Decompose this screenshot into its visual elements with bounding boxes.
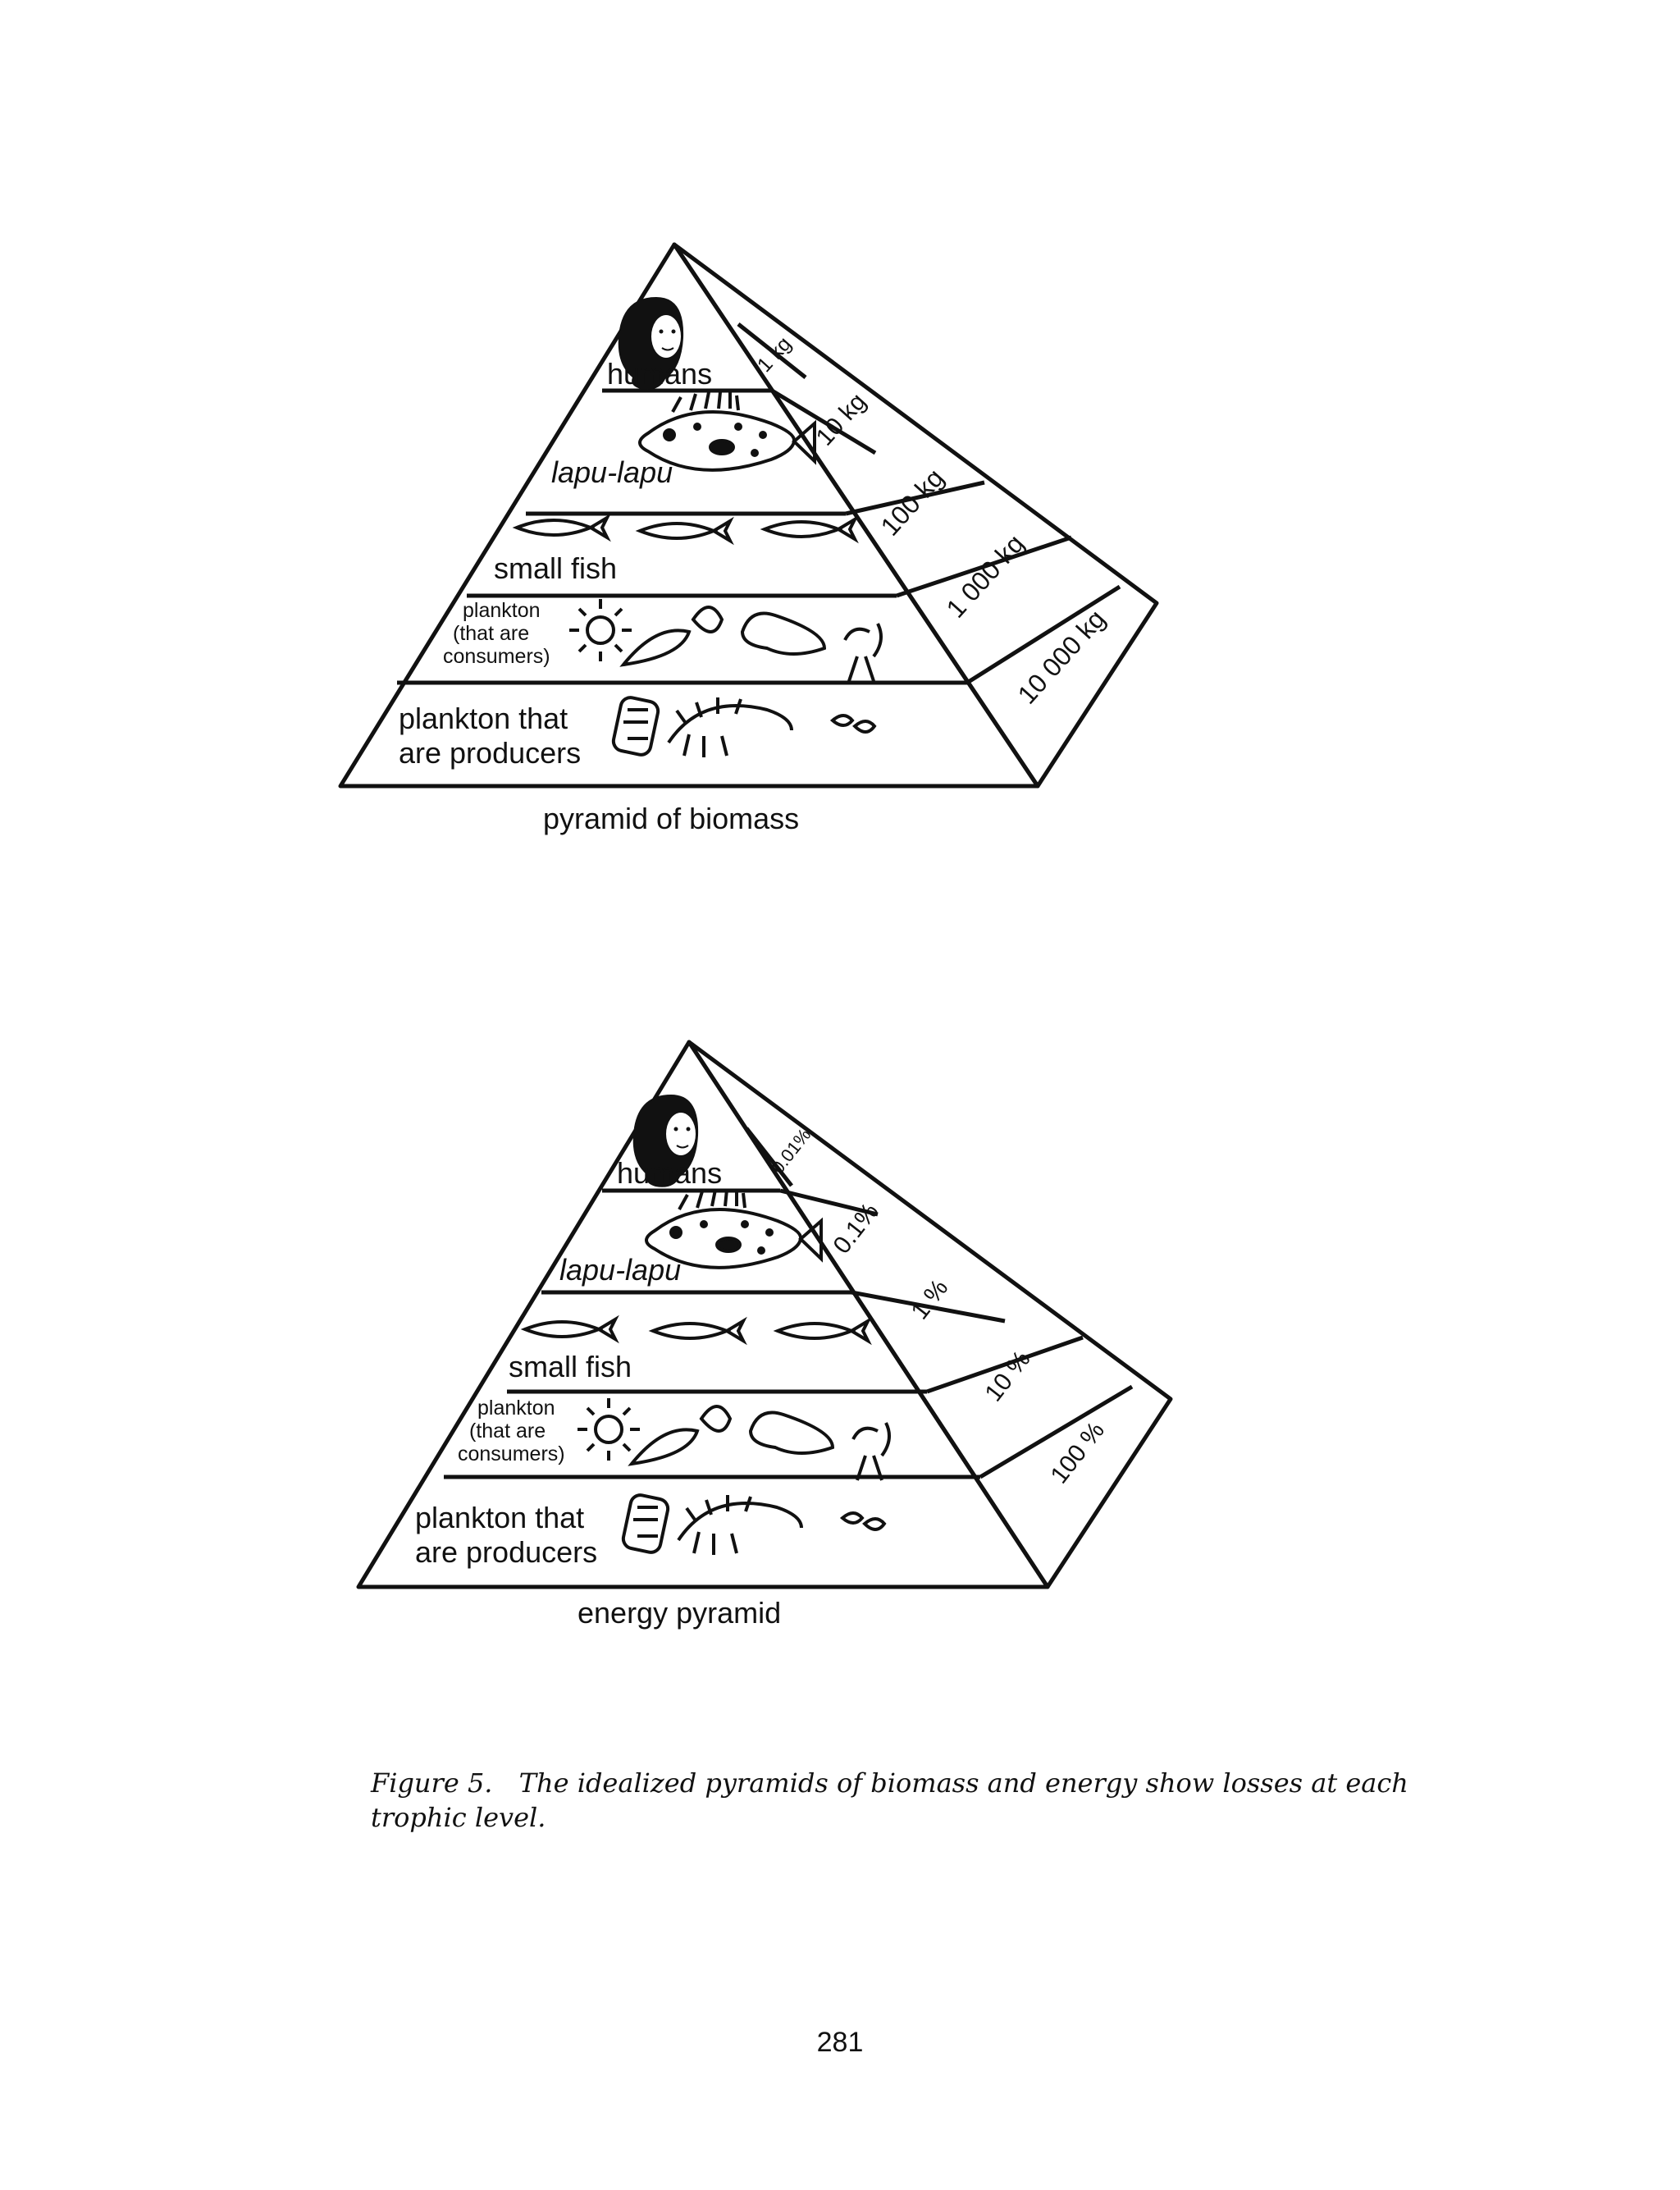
biomass-level-label-consumer-plankton: plankton (that are consumers) bbox=[443, 599, 550, 668]
biomass-amount-100kg: 100 kg bbox=[874, 463, 950, 542]
biomass-amount-1000kg: 1 000 kg bbox=[940, 528, 1030, 624]
biomass-pyramid-caption: pyramid of biomass bbox=[543, 802, 800, 835]
biomass-amount-10kg: 10 kg bbox=[810, 388, 872, 451]
figure-caption bbox=[371, 1766, 1462, 1835]
energy-amount-1-percent: 1 % bbox=[906, 1274, 954, 1325]
energy-level-label-producer-plankton: plankton that are producers bbox=[415, 1501, 598, 1569]
figure-caption-text: The idealized pyramids of biomass and energy show losses at each trophic level. bbox=[371, 1767, 1408, 1833]
biomass-level-label-small-fish: small fish bbox=[494, 551, 618, 585]
zooplankton-icons bbox=[578, 1398, 889, 1480]
energy-amount-10-percent: 10 % bbox=[979, 1346, 1036, 1407]
biomass-amount-10000kg: 10 000 kg bbox=[1011, 604, 1112, 710]
energy-amount-0-01-percent: 0.01% bbox=[767, 1124, 815, 1178]
phytoplankton-icons bbox=[622, 1493, 884, 1555]
energy-pyramid-caption: energy pyramid bbox=[578, 1596, 782, 1630]
biomass-amount-1kg: 1 kg bbox=[752, 332, 797, 377]
energy-level-label-lapu-lapu: lapu-lapu bbox=[559, 1253, 682, 1287]
energy-level-label-humans: humans bbox=[617, 1156, 723, 1190]
biomass-level-label-lapu-lapu: lapu-lapu bbox=[551, 455, 673, 489]
energy-amount-100-percent: 100 % bbox=[1045, 1416, 1110, 1489]
energy-level-label-consumer-plankton: plankton (that are consumers) bbox=[458, 1397, 565, 1465]
figure-number: Figure 5. bbox=[371, 1767, 493, 1799]
biomass-level-label-producer-plankton: plankton that are producers bbox=[399, 702, 582, 770]
small-fish-icons bbox=[525, 1319, 868, 1341]
energy-amount-0-1-percent: 0.1% bbox=[828, 1198, 884, 1260]
energy-level-label-small-fish: small fish bbox=[509, 1350, 632, 1383]
biomass-level-label-humans: humans bbox=[607, 357, 713, 391]
page-number: 281 bbox=[816, 2027, 864, 2058]
